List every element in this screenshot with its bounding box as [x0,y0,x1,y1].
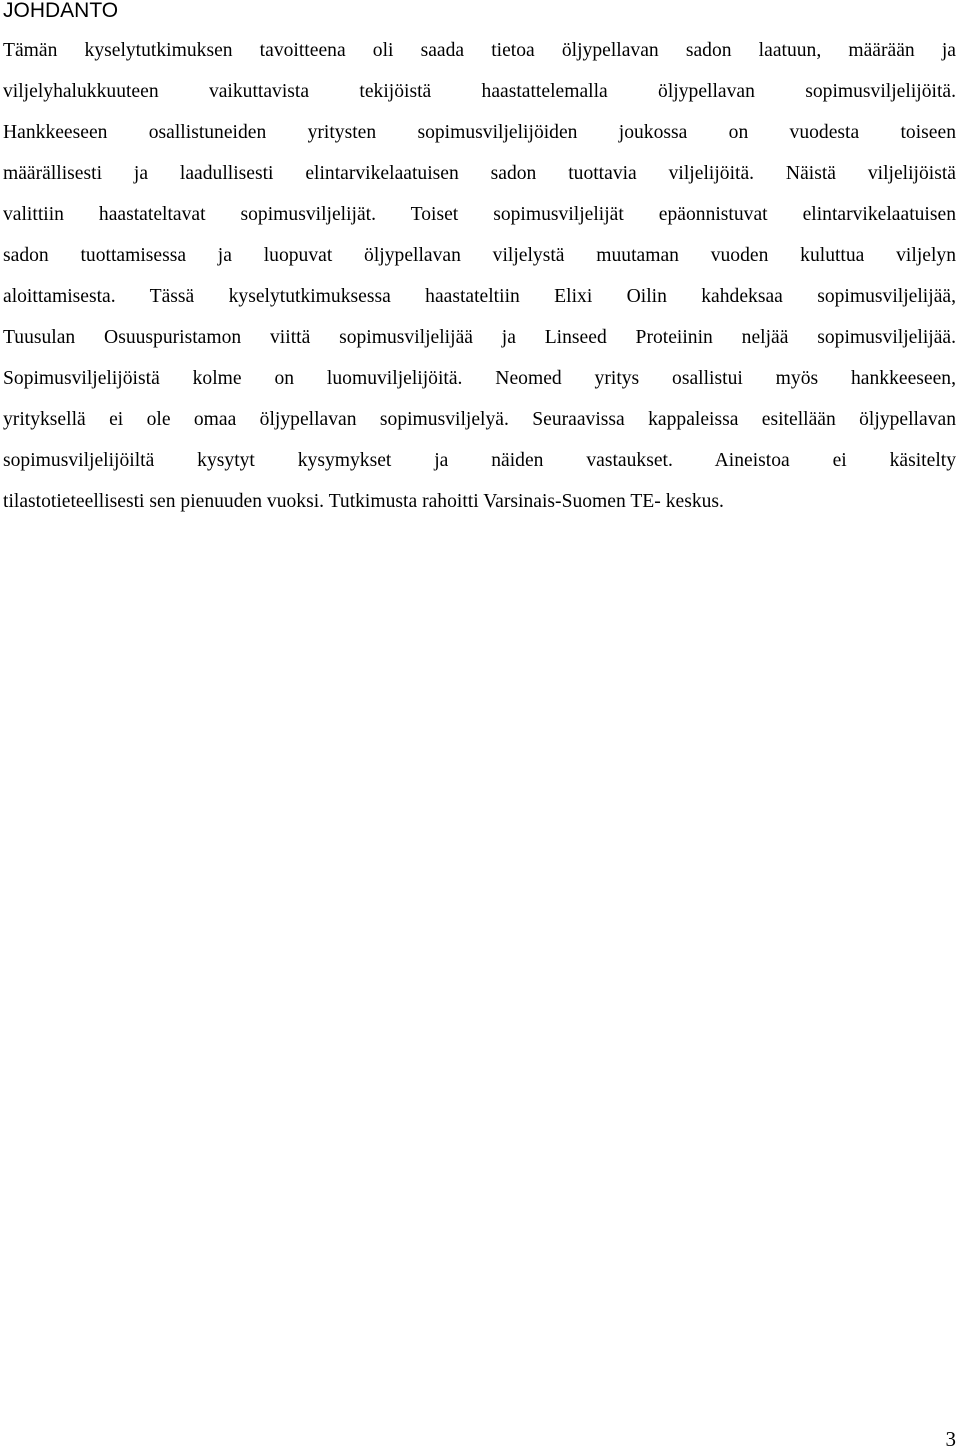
paragraph-line: aloittamisesta. Tässä kyselytutkimuksessa haastateltiin Elixi Oilin kahdeksaa sopimusviljelijää, [3,286,956,307]
paragraph-line: sadon tuottamisessa ja luopuvat öljypellavan viljelystä muutaman vuoden kuluttua viljelyn [3,245,956,266]
paragraph-line: viljelyhalukkuuteen vaikuttavista tekijöistä haastattelemalla öljypellavan sopimusviljelijöitä. [3,81,956,102]
paragraph-line: Tämän kyselytutkimuksen tavoitteena oli saada tietoa öljypellavan sadon laatuun, määrään ja [3,40,956,61]
body-paragraph [3,30,956,522]
paragraph-line: Tuusulan Osuuspuristamon viittä sopimusviljelijää ja Linseed Proteiinin neljää sopimusviljelijää. [3,327,956,348]
paragraph-line: valittiin haastateltavat sopimusviljelijät. Toiset sopimusviljelijät epäonnistuvat elintarvikelaatuisen [3,204,956,225]
page-number: 3 [945,1427,956,1451]
paragraph-line: määrällisesti ja laadullisesti elintarvikelaatuisen sadon tuottavia viljelijöitä. Näistä viljelijöistä [3,163,956,184]
paragraph-line: yrityksellä ei ole omaa öljypellavan sopimusviljelyä. Seuraavissa kappaleissa esitellään öljypellavan [3,409,956,430]
section-heading: JOHDANTO [3,0,119,22]
paragraph-line: Hankkeeseen osallistuneiden yritysten sopimusviljelijöiden joukossa on vuodesta toiseen [3,122,956,143]
paragraph-line: sopimusviljelijöiltä kysytyt kysymykset ja näiden vastaukset. Aineistoa ei käsitelty [3,450,956,471]
paragraph-line: Sopimusviljelijöistä kolme on luomuviljelijöitä. Neomed yritys osallistui myös hankkeeseen, [3,368,956,389]
paragraph-line: tilastotieteellisesti sen pienuuden vuoksi. Tutkimusta rahoitti Varsinais-Suomen TE- keskus. [3,491,724,512]
